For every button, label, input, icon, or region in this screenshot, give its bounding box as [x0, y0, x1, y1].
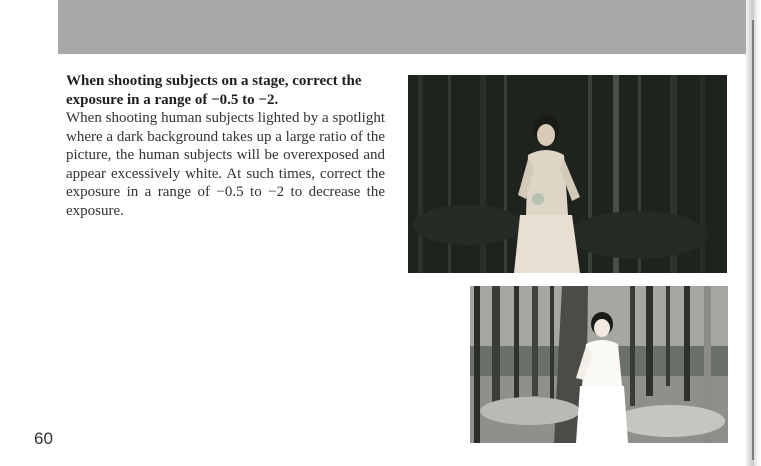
body-paragraph: When shooting human subjects lighted by a spotlight where a dark background takes up a large ratio of the picture, the human subjects will be overexposed and appear excessively white. At such times, correct the exposure in a range of −0.5 to −2 to decrease the exposure.	[66, 110, 385, 219]
overexposed-photo	[470, 286, 728, 443]
underexposure-corrected-photo	[408, 75, 727, 273]
bright-forest-portrait-image	[470, 286, 728, 443]
spine-shadow-line	[752, 20, 754, 460]
text-block	[66, 72, 385, 220]
dark-forest-portrait-image	[408, 75, 727, 273]
top-header-band	[58, 0, 746, 54]
page-number: 60	[34, 429, 53, 448]
section-heading: When shooting subjects on a stage, correct the exposure in a range of −0.5 to −2.	[66, 73, 362, 108]
